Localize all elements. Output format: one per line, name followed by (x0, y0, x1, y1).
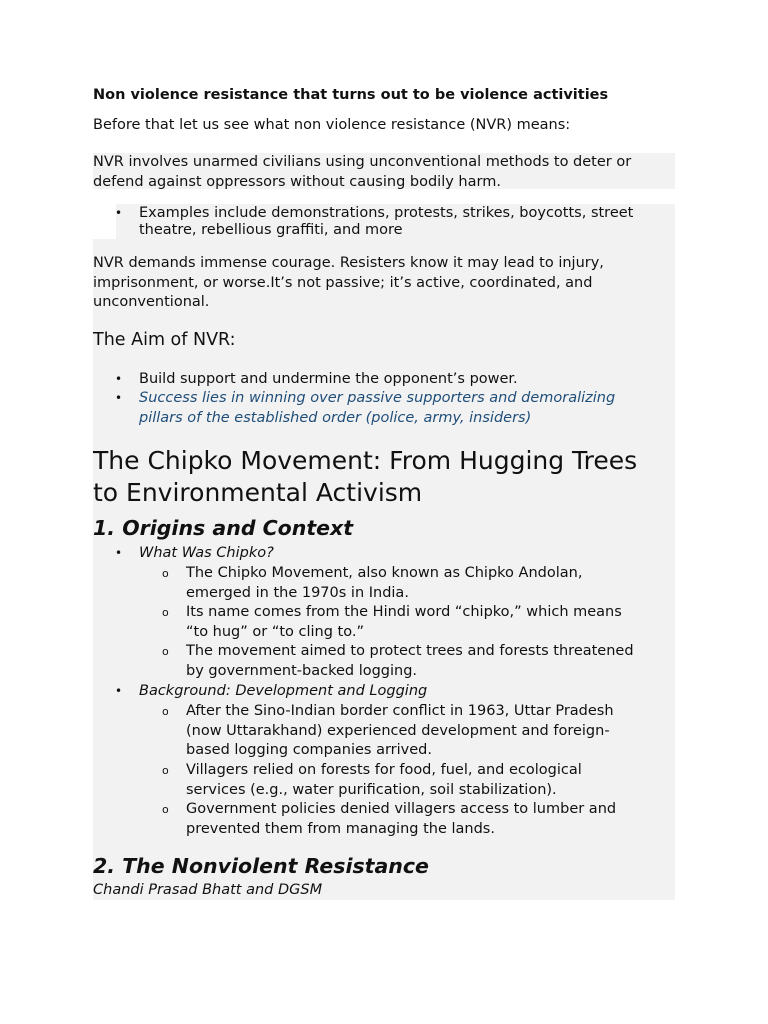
sub-bullet-marker: o (162, 764, 169, 777)
chipko-point-1 (93, 564, 675, 604)
background-point-2-line-1: Villagers relied on forests for food, fuel, and ecological (186, 762, 582, 778)
background-point-3-line-2: prevented them from managing the lands. (186, 820, 495, 837)
courage-line-3: unconventional. (93, 294, 210, 310)
background-point-1-line-2: (now Uttarakhand) experienced development and foreign- (186, 722, 610, 739)
courage-line-1: NVR demands immense courage. Resisters know it may lead to injury, (93, 255, 604, 271)
what-was-chipko-bullet (93, 544, 675, 564)
courage-line-2: imprisonment, or worse.It’s not passive; it’s active, coordinated, and (93, 274, 593, 291)
sub-bullet-marker: o (162, 803, 169, 816)
examples-line-2: theatre, rebellious graffiti, and more (139, 222, 403, 238)
section-2-subheading: Chandi Prasad Bhatt and DGSM (93, 882, 323, 898)
examples-bullet (93, 204, 675, 244)
chipko-point-2 (93, 603, 675, 643)
sub-bullet-marker: o (162, 606, 169, 619)
background-point-2-line-2: services (e.g., water purification, soil stabilization). (186, 781, 557, 798)
chipko-heading-line-2: to Environmental Activism (93, 478, 423, 507)
chipko-heading (93, 445, 675, 509)
aim-bullet-2 (93, 389, 675, 429)
chipko-point-2-line-2: “to hug” or “to cling to.” (186, 623, 364, 640)
chipko-heading-line-1: The Chipko Movement: From Hugging Trees (93, 446, 638, 475)
chipko-point-3-line-2: by government-backed logging. (186, 662, 418, 679)
nvr-definition-text: NVR involves unarmed civilians using unconventional methods to deter or defend against oppressors without causing bodily harm. (93, 154, 632, 190)
what-was-chipko-text: What Was Chipko? (139, 545, 274, 561)
background-point-1-line-1: After the Sino-Indian border conflict in 1963, Uttar Pradesh (186, 703, 614, 719)
chipko-point-1-line-2: emerged in the 1970s in India. (186, 584, 409, 601)
sub-bullet-marker: o (162, 705, 169, 718)
aim-bullet-2-line-1: Success lies in winning over passive supporters and demoralizing (139, 390, 616, 406)
chipko-point-1-line-1: The Chipko Movement, also known as Chipko Andolan, (186, 565, 583, 581)
section-2-heading: 2. The Nonviolent Resistance (93, 854, 429, 878)
bullet-marker: • (115, 391, 123, 405)
intro-paragraph: Before that let us see what non violence resistance (NVR) means: (93, 117, 571, 133)
aim-heading: The Aim of NVR: (93, 330, 236, 350)
examples-line-1: Examples include demonstrations, protests, strikes, boycotts, street (139, 205, 634, 221)
bullet-marker: • (115, 206, 123, 220)
bullet-marker: • (115, 684, 123, 698)
sub-bullet-marker: o (162, 567, 169, 580)
background-point-1 (93, 702, 675, 762)
bullet-marker: • (115, 372, 123, 386)
document-title: Non violence resistance that turns out to be violence activities (93, 87, 609, 103)
section-1-heading: 1. Origins and Context (93, 516, 354, 540)
background-point-3 (93, 800, 675, 840)
chipko-point-3 (93, 642, 675, 682)
courage-paragraph (93, 254, 675, 313)
bullet-marker: • (115, 546, 123, 560)
chipko-point-3-line-1: The movement aimed to protect trees and forests threatened (186, 643, 634, 659)
nvr-definition-paragraph (93, 153, 675, 189)
background-heading-text: Background: Development and Logging (139, 683, 428, 699)
sub-bullet-marker: o (162, 645, 169, 658)
background-point-1-line-3: based logging companies arrived. (186, 742, 432, 758)
aim-bullet-1 (93, 370, 675, 390)
background-point-3-line-1: Government policies denied villagers access to lumber and (186, 801, 617, 817)
background-point-2 (93, 761, 675, 801)
aim-bullet-1-text: Build support and undermine the opponent’s power. (139, 371, 518, 387)
chipko-point-2-line-1: Its name comes from the Hindi word “chipko,” which means (186, 604, 622, 620)
aim-bullet-2-line-2: pillars of the established order (police, army, insiders) (139, 410, 532, 426)
background-bullet (93, 682, 675, 702)
